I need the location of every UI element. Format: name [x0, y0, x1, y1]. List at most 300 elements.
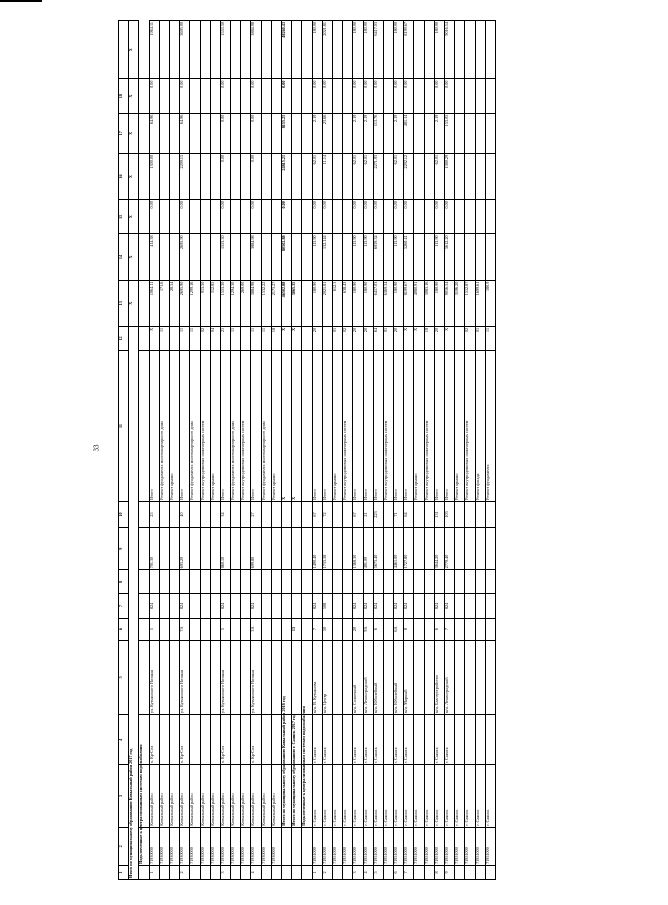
table-cell: 71930000: [241, 827, 251, 865]
table-cell: 4461.00: [394, 528, 404, 570]
table-cell: 13: [119, 280, 129, 326]
table-row: [312, 21, 322, 880]
table-cell: 0.00: [220, 113, 230, 153]
table-cell: г. Саянск: [475, 765, 485, 827]
table-cell: [210, 528, 220, 570]
table-cell: г. Саянск: [353, 715, 363, 765]
table-cell: 1699.61: [475, 280, 485, 326]
table-cell: 71930000: [220, 827, 230, 865]
table-cell: [251, 570, 261, 594]
table-cell: [455, 153, 465, 199]
table-cell: м/н. Благоустройство: [434, 640, 444, 714]
table-cell: 71951000: [332, 827, 342, 865]
table-cell: 5: [149, 618, 159, 640]
table-cell: [241, 326, 251, 350]
table-cell: [424, 594, 434, 618]
table-cell: [261, 113, 271, 153]
table-cell: п. Кр-Сол: [251, 715, 261, 765]
table-cell: 3083.16: [424, 280, 434, 326]
table-cell: 14: [119, 234, 129, 280]
table-cell: [414, 715, 424, 765]
table-cell: 0.00: [373, 200, 383, 234]
table-cell: Ковыльный район: [210, 765, 220, 827]
table-cell: [159, 79, 169, 113]
table-cell: [332, 113, 342, 153]
table-cell: [445, 570, 455, 594]
table-cell: г. Саянск: [322, 715, 332, 765]
table-cell: [190, 570, 200, 594]
table-cell: 12: [119, 326, 129, 350]
table-cell: [343, 594, 353, 618]
table-cell: м/н. Ленинградский: [445, 640, 455, 714]
table-cell: Ремонт фасада: [475, 351, 485, 502]
table-cell: 153.05: [445, 113, 455, 153]
table-row: [159, 21, 169, 880]
table-cell: [414, 594, 424, 618]
table-cell: 113.90: [353, 234, 363, 280]
table-cell: [200, 865, 210, 879]
table-cell: [485, 865, 495, 879]
table-cell: [424, 640, 434, 714]
table-cell: г. Саянск: [485, 765, 495, 827]
table-cell: 3884.98: [251, 280, 261, 326]
table-cell: [455, 570, 465, 594]
table-cell: 6417.03: [373, 21, 383, 80]
table-cell: [169, 234, 179, 280]
table-cell: [455, 594, 465, 618]
table-cell: [261, 715, 271, 765]
table-cell: Итого по муниципальному образованию г. Саянск 2017 год: [292, 765, 302, 827]
table-cell: [241, 865, 251, 879]
table-cell: 612.3: [332, 280, 342, 326]
table-cell: [231, 640, 241, 714]
table-cell: 0.00: [180, 200, 190, 234]
table-cell: 3644.20: [434, 528, 444, 570]
table-cell: 62.01: [312, 153, 322, 199]
table-cell: [292, 200, 302, 234]
table-cell: Ремонт фундамента многоквартирного дома: [231, 351, 241, 502]
table-cell: [210, 570, 220, 594]
table-cell: [169, 594, 179, 618]
table-cell: 2: [119, 827, 129, 865]
table-cell: 71951000: [485, 827, 495, 865]
table-cell: [332, 640, 342, 714]
table-row: [424, 21, 434, 880]
table-cell: г. Саянск: [434, 765, 444, 827]
table-cell: [139, 351, 149, 502]
table-cell: 62.01: [394, 153, 404, 199]
table-cell: 10: [119, 501, 129, 527]
table-cell: [332, 594, 342, 618]
table-cell: 103: [445, 501, 455, 527]
table-row: [455, 21, 465, 880]
table-cell: 5612.20: [445, 234, 455, 280]
table-cell: 401.00: [363, 528, 373, 570]
table-cell: [139, 79, 149, 113]
table-cell: [210, 113, 220, 153]
table-cell: г. Саянск: [312, 715, 322, 765]
table-cell: 11: [251, 326, 261, 350]
table-cell: [241, 501, 251, 527]
table-cell: 2299.15: [180, 153, 190, 199]
table-cell: [261, 79, 271, 113]
table-cell: [231, 594, 241, 618]
table-row: [302, 21, 312, 880]
table-cell: X: [445, 326, 455, 350]
table-cell: [190, 865, 200, 879]
table-cell: 180.90: [363, 280, 373, 326]
table-cell: 824: [353, 594, 363, 618]
table-cell: 5673.40: [373, 528, 383, 570]
table-cell: 0.00: [251, 200, 261, 234]
table-cell: 6417.03: [373, 280, 383, 326]
table-cell: 48260.43: [282, 21, 292, 80]
table-cell: 8: [434, 865, 444, 879]
table-cell: [383, 594, 393, 618]
table-cell: X: [404, 326, 414, 350]
table-cell: 1553.30: [220, 234, 230, 280]
table-cell: [414, 640, 424, 714]
corner-mark: [0, 0, 42, 2]
table-cell: 8199.67: [404, 280, 414, 326]
table-cell: Ковыльный район: [251, 765, 261, 827]
table-row: [271, 21, 281, 880]
table-cell: [424, 153, 434, 199]
table-cell: X: [129, 113, 139, 153]
table-cell: Ковыльный район: [169, 765, 179, 827]
table-cell: [210, 21, 220, 80]
table-cell: [169, 200, 179, 234]
table-cell: 0.00: [404, 200, 414, 234]
table-cell: 1380.29: [445, 153, 455, 199]
table-cell: [220, 570, 230, 594]
table-cell: 11: [231, 326, 241, 350]
table-row: [200, 21, 210, 880]
table-cell: [292, 570, 302, 594]
table-cell: 6А: [394, 618, 404, 640]
table-cell: 2.19: [363, 113, 373, 153]
table-cell: 0.00: [322, 79, 332, 113]
table-cell: 0.00: [363, 79, 373, 113]
table-cell: Ковыльный район: [220, 765, 230, 827]
table-cell: [261, 865, 271, 879]
table-row: [322, 21, 332, 880]
table-cell: [434, 570, 444, 594]
table-cell: [424, 570, 434, 594]
table-cell: [302, 570, 312, 594]
table-cell: [200, 501, 210, 527]
table-cell: [414, 21, 424, 80]
table-cell: Ремонт внутридомовых инженерных систем: [424, 351, 434, 502]
table-cell: X: [414, 326, 424, 350]
table-cell: [302, 618, 312, 640]
table-cell: [180, 570, 190, 594]
table-cell: 24815.21: [282, 153, 292, 199]
table-cell: [231, 234, 241, 280]
table-cell: [332, 570, 342, 594]
table-cell: 1733.58: [322, 528, 332, 570]
table-cell: [424, 618, 434, 640]
table-cell: Ковыльный район: [190, 765, 200, 827]
table-cell: 11.14: [322, 153, 332, 199]
table-cell: 71951000: [455, 827, 465, 865]
table-cell: [261, 21, 271, 80]
table-cell: 1553.30: [220, 280, 230, 326]
table-cell: [292, 113, 302, 153]
table-cell: 0.00: [251, 79, 261, 113]
table-cell: X: [149, 326, 159, 350]
table-cell: 01: [475, 326, 485, 350]
table-cell: [271, 528, 281, 570]
table-cell: [465, 21, 475, 80]
table-cell: Ремонт внутридомовых инженерных систем: [343, 351, 353, 502]
table-cell: [404, 570, 414, 594]
table-cell: [424, 79, 434, 113]
table-cell: Итого: [251, 351, 261, 502]
table-cell: 11: [159, 326, 169, 350]
table-cell: Ремонт фундамента многоквартирного дома: [261, 351, 271, 502]
table-cell: 20: [353, 618, 363, 640]
table-cell: [475, 501, 485, 527]
table-cell: [210, 200, 220, 234]
table-cell: 21: [363, 501, 373, 527]
table-cell: [241, 79, 251, 113]
table-row: [251, 21, 261, 880]
table-cell: 180.90: [434, 280, 444, 326]
table-cell: 1: [312, 865, 322, 879]
table-cell: 3884.98: [251, 234, 261, 280]
table-cell: [475, 200, 485, 234]
table-cell: [261, 618, 271, 640]
table-cell: 0.00: [220, 79, 230, 113]
table-cell: [271, 200, 281, 234]
table-cell: [200, 640, 210, 714]
table-cell: [383, 570, 393, 594]
table-cell: 6: [394, 865, 404, 879]
table-cell: [200, 570, 210, 594]
table-cell: г. Саянск: [373, 715, 383, 765]
table-cell: [465, 501, 475, 527]
table-cell: 481.14: [404, 113, 414, 153]
table-cell: Итого: [322, 351, 332, 502]
table-cell: Ремонт фундамента многоквартирного дома: [159, 351, 169, 502]
table-cell: 64: [404, 501, 414, 527]
table-cell: ул. Кутьянского Низшая: [220, 640, 230, 714]
table-cell: [475, 234, 485, 280]
table-cell: [465, 200, 475, 234]
table-cell: [169, 326, 179, 350]
table-cell: [475, 570, 485, 594]
table-cell: [241, 528, 251, 570]
table-cell: [485, 715, 495, 765]
table-cell: 67: [353, 501, 363, 527]
table-cell: 2695.90: [180, 234, 190, 280]
table-cell: [271, 113, 281, 153]
table-cell: 62.01: [353, 153, 363, 199]
table-cell: 71930000: [190, 827, 200, 865]
table-cell: [282, 570, 292, 594]
table-cell: X: [129, 280, 139, 326]
table-cell: [200, 234, 210, 280]
table-cell: [190, 79, 200, 113]
table-cell: [139, 234, 149, 280]
table-cell: [414, 113, 424, 153]
table-cell: Ремонт внутридомовых инженерных систем: [383, 351, 393, 502]
table-cell: [383, 715, 393, 765]
table-cell: [159, 200, 169, 234]
table-cell: [139, 528, 149, 570]
table-cell: 71951000: [343, 827, 353, 865]
table-cell: [302, 640, 312, 714]
table-cell: 1490.40: [312, 528, 322, 570]
table-cell: [302, 113, 312, 153]
table-cell: 508: [322, 594, 332, 618]
table-cell: 7: [119, 594, 129, 618]
table-cell: [292, 153, 302, 199]
table-row: [363, 21, 373, 880]
table-cell: [343, 715, 353, 765]
table-cell: [241, 594, 251, 618]
table-cell: [231, 113, 241, 153]
table-cell: [210, 501, 220, 527]
table-cell: 2021.81: [322, 280, 332, 326]
table-cell: 15: [119, 200, 129, 234]
table-cell: [302, 234, 312, 280]
table-cell: [424, 113, 434, 153]
table-cell: [169, 153, 179, 199]
table-cell: [169, 79, 179, 113]
table-cell: [241, 234, 251, 280]
table-cell: 11: [180, 326, 190, 350]
table-cell: 1300.00: [149, 153, 159, 199]
table-cell: 4: [363, 865, 373, 879]
table-cell: [271, 79, 281, 113]
table-cell: [169, 618, 179, 640]
table-cell: 1294.30: [231, 280, 241, 326]
table-cell: [383, 200, 393, 234]
table-cell: [383, 618, 393, 640]
table-cell: 2292.12: [404, 153, 414, 199]
table-cell: [485, 200, 495, 234]
table-cell: 40: [180, 501, 190, 527]
table-cell: [424, 865, 434, 879]
table-cell: [475, 618, 485, 640]
table-cell: [465, 594, 475, 618]
table-cell: [159, 234, 169, 280]
table-cell: [169, 715, 179, 765]
table-cell: 824: [394, 594, 404, 618]
table-cell: м/н. Юбилейный: [373, 640, 383, 714]
table-cell: [159, 618, 169, 640]
table-cell: 18: [271, 326, 281, 350]
table-cell: [475, 528, 485, 570]
table-cell: 180.90: [434, 21, 444, 80]
table-cell: [394, 570, 404, 594]
table-cell: [159, 21, 169, 80]
table-cell: 8: [404, 618, 414, 640]
table-cell: [210, 234, 220, 280]
table-cell: [139, 594, 149, 618]
table-cell: [282, 501, 292, 527]
table-cell: 2779.40: [445, 528, 455, 570]
table-cell: [475, 113, 485, 153]
table-cell: п. Кр-Сол: [220, 715, 230, 765]
table-cell: 113.90: [434, 234, 444, 280]
table-row: [292, 21, 302, 880]
table-cell: [139, 153, 149, 199]
table-cell: [424, 715, 434, 765]
table-cell: Ремонт крыши: [210, 351, 220, 502]
table-row: [343, 21, 353, 880]
table-cell: 20: [434, 326, 444, 350]
table-cell: [200, 113, 210, 153]
table-row: [261, 21, 271, 880]
table-row: [180, 21, 190, 880]
table-cell: [322, 570, 332, 594]
table-cell: [455, 501, 465, 527]
table-cell: [455, 618, 465, 640]
table-cell: [271, 715, 281, 765]
table-cell: 11: [190, 326, 200, 350]
table-cell: 0.00: [434, 200, 444, 234]
table-cell: [343, 501, 353, 527]
table-cell: [414, 501, 424, 527]
table-cell: [282, 594, 292, 618]
table-cell: 02: [200, 326, 210, 350]
table-cell: [302, 326, 312, 350]
table-cell: [210, 79, 220, 113]
table-cell: 113.90: [363, 234, 373, 280]
table-cell: 824: [404, 594, 414, 618]
table-cell: 7А: [180, 618, 190, 640]
table-cell: [119, 21, 129, 80]
table-cell: 0.00: [149, 200, 159, 234]
table-cell: [485, 79, 495, 113]
table-cell: X: [129, 234, 139, 280]
table-cell: [241, 21, 251, 80]
table-cell: 71930000: [159, 827, 169, 865]
table-cell: 71930000: [180, 827, 190, 865]
table-cell: [332, 200, 342, 234]
table-cell: [343, 528, 353, 570]
table-cell: [271, 234, 281, 280]
table-cell: [271, 640, 281, 714]
table-cell: г. Саянск: [445, 765, 455, 827]
table-cell: 71951000: [445, 827, 455, 865]
table-cell: [302, 280, 312, 326]
table-row: [383, 21, 393, 880]
table-cell: 23.66: [322, 113, 332, 153]
table-cell: [200, 594, 210, 618]
table-cell: 71930000: [169, 827, 179, 865]
table-cell: Подключенные к централизованным системам водоснабжения: [302, 765, 312, 827]
table-cell: [231, 528, 241, 570]
table-cell: [414, 570, 424, 594]
table-cell: [190, 113, 200, 153]
table-cell: 693.20: [180, 528, 190, 570]
table-cell: [210, 865, 220, 879]
table-cell: м/н. Юбилейный: [394, 640, 404, 714]
table-cell: [210, 153, 220, 199]
table-cell: [190, 153, 200, 199]
table-cell: г. Саянск: [394, 765, 404, 827]
table-row: [434, 21, 444, 880]
table-cell: [465, 618, 475, 640]
table-cell: Ковыльный район: [271, 765, 281, 827]
table-cell: [190, 528, 200, 570]
table-cell: [292, 827, 302, 865]
table-cell: 2.19: [434, 113, 444, 153]
